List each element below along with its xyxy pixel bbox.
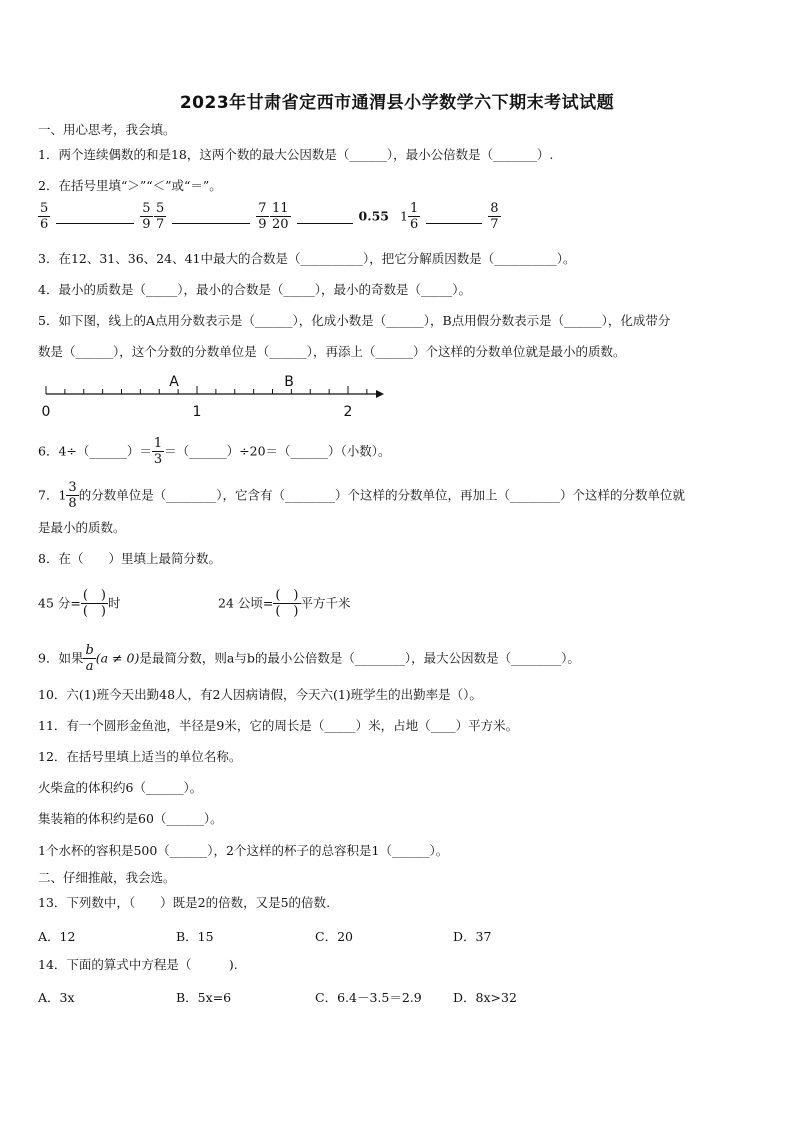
fraction: $\frac{1}{3}$ [153,436,163,467]
number-line [36,370,396,422]
q14-option-d[interactable]: D．8x>32 [453,990,517,1005]
fraction: $\frac{5}{9}$ [142,201,151,232]
question-12: 12．在括号里填上适当的单位名称。 [38,749,242,764]
compare-item-4: 1 $\frac{1}{6}$ $\frac{8}{7}$ [400,201,499,232]
question-5-line-1: 5．如下图，线上的A点用分数表示是（______），化成小数是（______），B点用假分数表示是（______），化成带分 [38,313,671,328]
fraction: $\frac{11}{20}$ [272,201,289,232]
fraction: $\frac{1}{6}$ [409,201,419,232]
section-1-heading: 一、用心思考，我会填。 [38,122,176,137]
fraction: $\frac{5}{7}$ [156,201,165,232]
label-b: B [284,374,294,390]
question-11: 11．有一个圆形金鱼池，半径是9米，它的周长是（_____）米，占地（____）平方米。 [38,718,519,733]
question-5-line-2: 数是（______），这个分数的分数单位是（______），再添上（______）个这样的分数单位就是最小的质数。 [38,344,626,359]
question-8: 8．在（ ）里填上最简分数。 [38,551,221,566]
question-1: 1．两个连续偶数的和是18，这两个数的最大公因数是（______），最小公倍数是（_______）. [38,147,554,162]
tick-label-2: 2 [343,404,353,420]
fraction[interactable]: $\frac{( )}{( )}$ [82,588,107,619]
question-12-a: 火柴盒的体积约6（______）。 [38,780,203,795]
question-6: 6．4÷（______）＝ $\frac{1}{3}$ ＝（______）÷20＝（______）（小数）。 [38,436,391,467]
question-3: 3．在12、31、36、24、41中最大的合数是（__________），把它分解质因数是（__________）。 [38,251,576,266]
question-14: 14．下面的算式中方程是（ ). [38,957,238,972]
question-10: 10．六(1)班今天出勤48人，有2人因病请假，今天六(1)班学生的出勤率是（）。 [38,687,482,702]
answer-blank[interactable] [172,209,250,224]
number-line-arrow [376,390,384,398]
label-a: A [169,374,179,390]
question-4: 4．最小的质数是（_____），最小的合数是（_____），最小的奇数是（_____）。 [38,282,471,297]
question-7-line-2: 是最小的质数。 [38,520,126,535]
q13-option-d[interactable]: D．37 [453,929,492,944]
fraction: $\frac{8}{7}$ [490,201,499,232]
answer-blank[interactable] [297,209,353,224]
fraction: $\frac{5}{6}$ [40,201,49,232]
answer-blank[interactable] [426,209,482,224]
q13-option-c[interactable]: C．20 [315,929,353,944]
question-7-line-1: 7．1 $\frac{3}{8}$ 的分数单位是（________），它含有（________）个这样的分数单位，再加上（________）个这样的分数单位就 [38,480,685,511]
question-12-c: 1个水杯的容积是500（______），2个这样的杯子的总容积是1（______）。 [38,843,449,858]
q8-item-2: 24 公顷= $\frac{( )}{( )}$ 平方千米 [218,588,351,619]
section-2-heading: 二、仔细推敲，我会选。 [38,870,176,885]
q14-option-b[interactable]: B．5x=6 [176,990,232,1005]
tick-label-0: 0 [41,404,51,420]
tick-label-1: 1 [192,404,202,420]
number-line-ticks [46,386,367,394]
compare-item-2 [154,201,269,232]
question-9: 9．如果 $\frac{b}{a}$ (a ≠ 0)是最简分数，则a与b的最小公倍数是（________），最大公因数是（________）。 [38,643,580,674]
q8-item-1: 45 分= $\frac{( )}{( )}$ 时 [38,588,121,619]
answer-blank[interactable] [56,209,134,224]
q13-option-a[interactable]: A．12 [38,929,76,944]
fraction: $\frac{b}{a}$ [85,643,94,674]
q13-option-b[interactable]: B．15 [176,929,214,944]
fraction: $\frac{7}{9}$ [258,201,267,232]
page-title: 2023年甘肃省定西市通渭县小学数学六下期末考试试题 [179,93,615,113]
q14-option-a[interactable]: A．3x [38,990,75,1005]
question-2: 2．在括号里填“＞”“＜”或“＝”。 [38,178,222,193]
compare-item-1 [38,201,153,232]
fraction[interactable]: $\frac{( )}{( )}$ [275,588,299,619]
question-12-b: 集装箱的体积约是60（______）。 [38,811,223,826]
q14-option-c[interactable]: C．6.4－3.5＝2.9 [315,990,422,1005]
question-13: 13．下列数中，（ ）既是2的倍数，又是5的倍数. [38,895,331,910]
compare-item-3: $\frac{11}{20}$ 0.55 [272,201,389,232]
fraction: $\frac{3}{8}$ [68,480,77,511]
